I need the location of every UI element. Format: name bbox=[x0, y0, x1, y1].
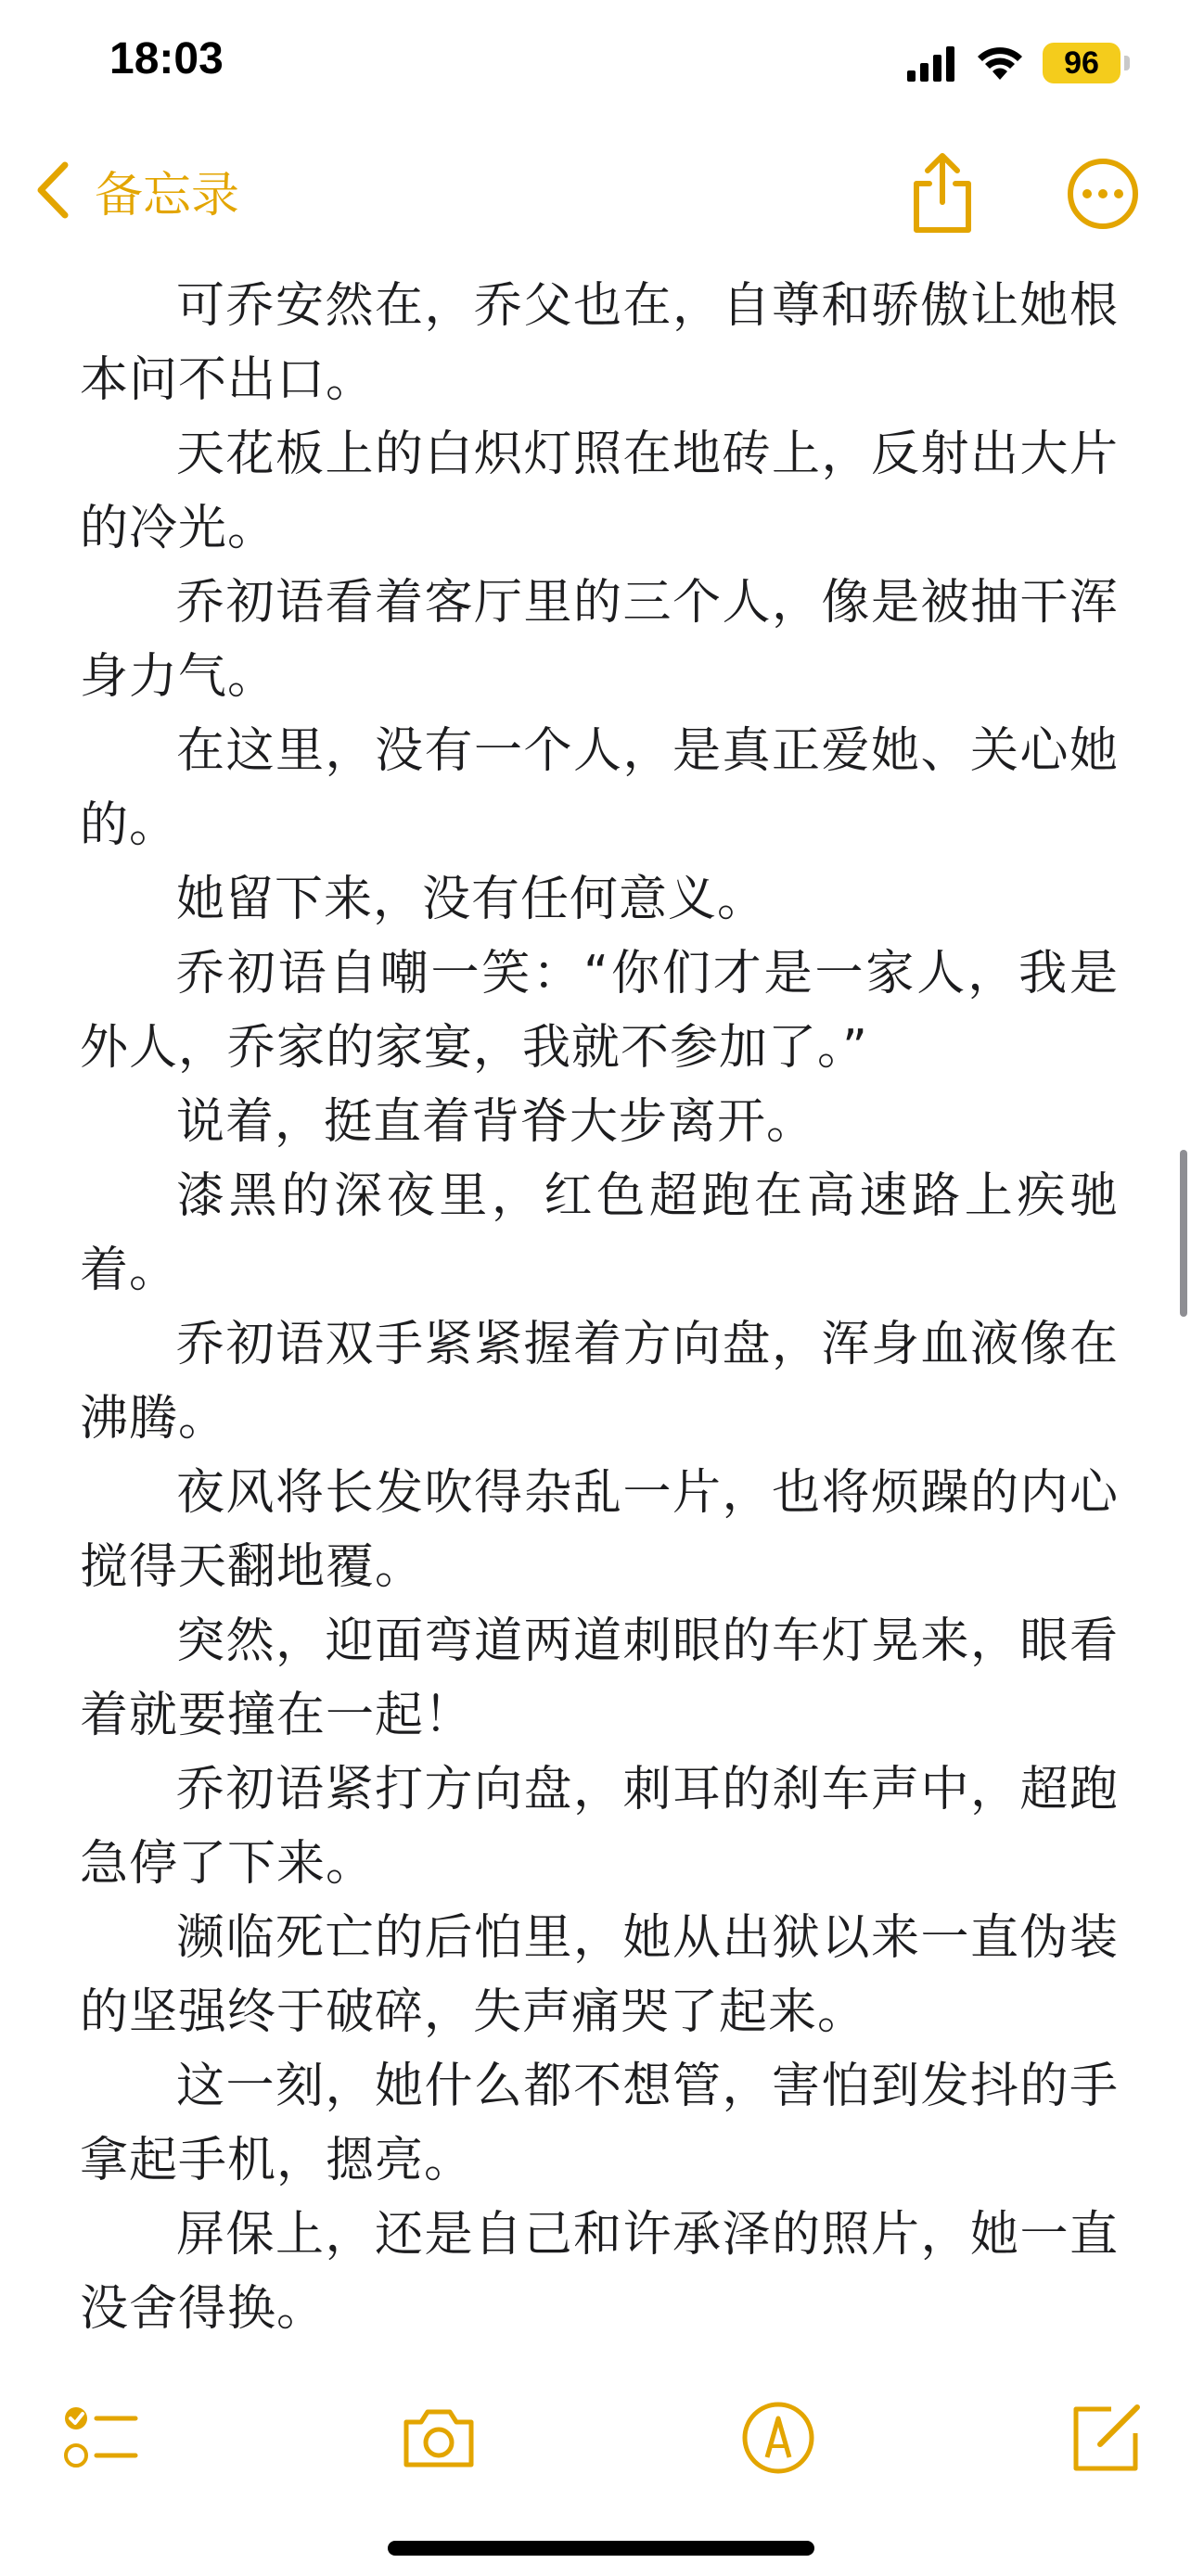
back-label: 备忘录 bbox=[95, 167, 240, 223]
battery-indicator bbox=[1043, 43, 1121, 83]
bottom-toolbar bbox=[0, 2383, 1191, 2494]
battery-level: 96 bbox=[1064, 45, 1099, 81]
status-bar bbox=[0, 0, 1191, 130]
note-paragraph: 说着，挺直着背脊大步离开。 bbox=[176, 1094, 816, 1150]
note-paragraph: 可乔安然在，乔父也在，自尊和骄傲让她根本问不出口。 bbox=[80, 278, 1119, 408]
more-icon[interactable] bbox=[1067, 158, 1139, 230]
note-paragraph: 这一刻，她什么都不想管，害怕到发抖的手拿起手机，摁亮。 bbox=[80, 2059, 1119, 2188]
cellular-signal-icon bbox=[907, 46, 955, 82]
wifi-icon bbox=[976, 45, 1024, 82]
note-paragraph: 突然，迎面弯道两道刺眼的车灯晃来，眼看着就要撞在一起！ bbox=[80, 1613, 1119, 1743]
compose-icon[interactable] bbox=[1067, 2398, 1146, 2478]
note-paragraph: 漆黑的深夜里，红色超跑在高速路上疾驰着。 bbox=[80, 1168, 1119, 1298]
note-paragraph: 她留下来，没有任何意义。 bbox=[176, 872, 767, 927]
camera-icon[interactable] bbox=[399, 2398, 479, 2478]
note-paragraph: 在这里，没有一个人，是真正爱她、关心她的。 bbox=[80, 723, 1119, 853]
note-paragraph: 屏保上，还是自己和许承泽的照片，她一直没舍得换。 bbox=[80, 2207, 1119, 2337]
share-icon[interactable] bbox=[905, 150, 980, 236]
note-paragraph: 濒临死亡的后怕里，她从出狱以来一直伪装的坚强终于破碎，失声痛哭了起来。 bbox=[80, 1910, 1119, 2040]
battery-cap bbox=[1124, 56, 1130, 70]
chevron-left-icon bbox=[33, 159, 70, 221]
note-paragraph: 乔初语紧打方向盘，刺耳的刹车声中，超跑急停了下来。 bbox=[80, 1762, 1119, 1892]
note-paragraph: 乔初语自嘲一笑：“你们才是一家人，我是外人，乔家的家宴，我就不参加了。” bbox=[80, 946, 1119, 1076]
status-time: 18:03 bbox=[109, 34, 224, 83]
markup-icon[interactable] bbox=[738, 2398, 818, 2478]
note-body[interactable] bbox=[80, 269, 1119, 2346]
navigation-bar bbox=[0, 130, 1191, 250]
checklist-icon[interactable] bbox=[61, 2398, 141, 2478]
note-paragraph: 天花板上的白炽灯照在地砖上，反射出大片的冷光。 bbox=[80, 427, 1119, 556]
note-paragraph: 夜风将长发吹得杂乱一片，也将烦躁的内心搅得天翻地覆。 bbox=[80, 1465, 1119, 1595]
note-paragraph: 乔初语看着客厅里的三个人，像是被抽干浑身力气。 bbox=[80, 575, 1119, 705]
back-button[interactable] bbox=[33, 158, 239, 223]
home-indicator bbox=[388, 2541, 814, 2556]
note-paragraph: 乔初语双手紧紧握着方向盘，浑身血液像在沸腾。 bbox=[80, 1317, 1119, 1447]
scroll-indicator[interactable] bbox=[1180, 1150, 1187, 1317]
